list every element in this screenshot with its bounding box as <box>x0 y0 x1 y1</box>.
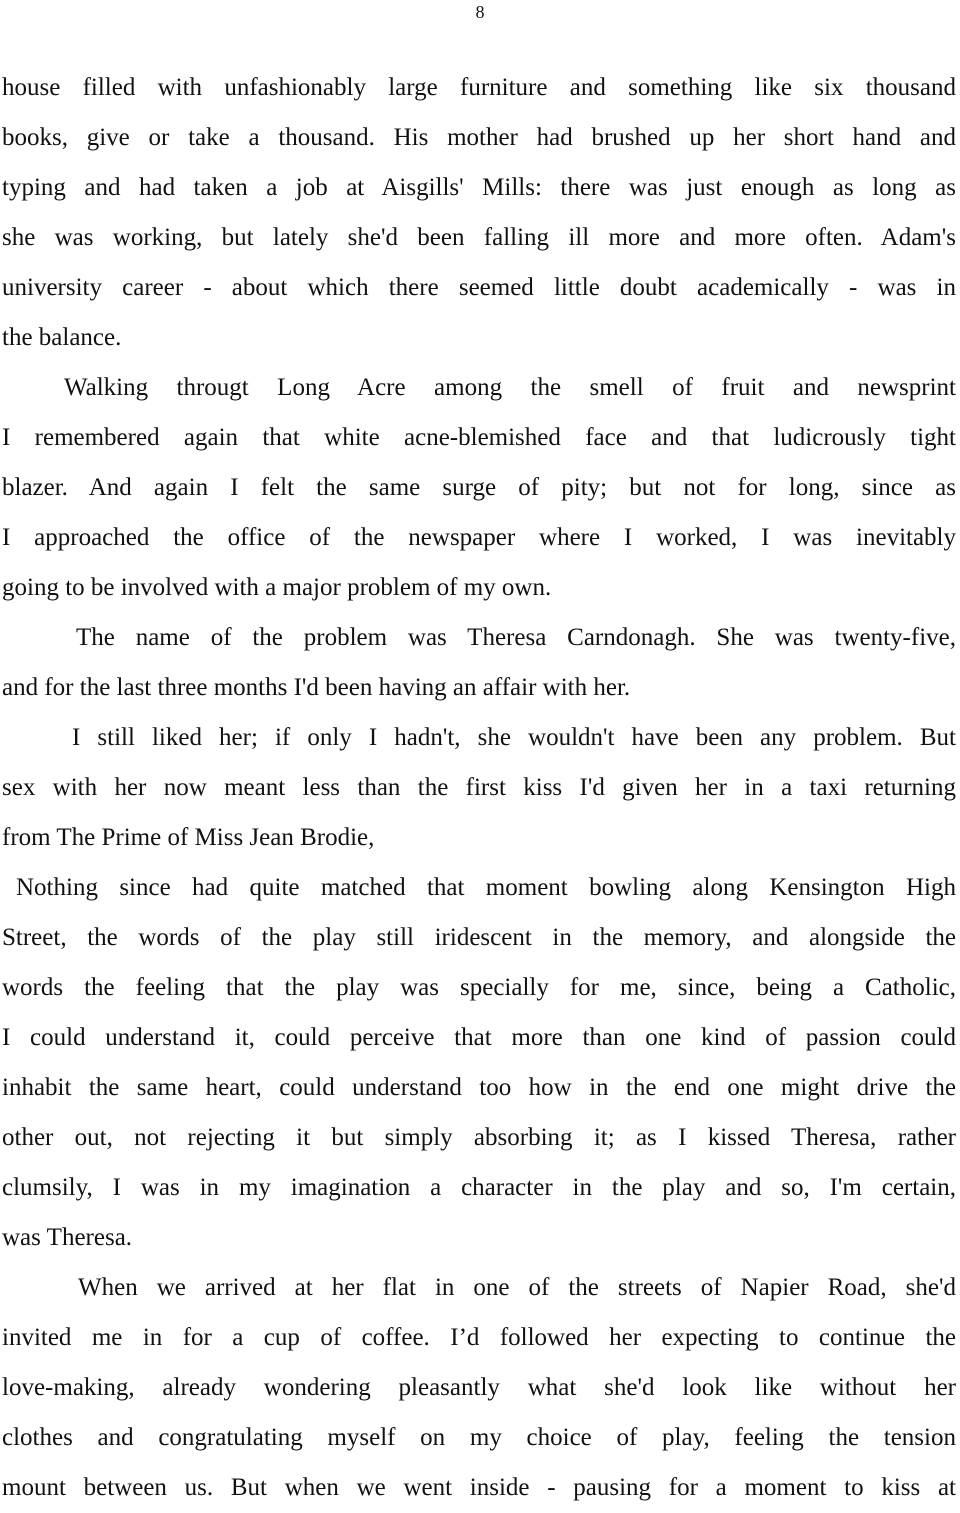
text-line: invited me in for a cup of coffee. I’d followed her expecting to continue the <box>2 1324 956 1351</box>
text-line: The name of the problem was Theresa Carndonagh. She was twenty-five, <box>76 624 956 651</box>
text-line: clothes and congratulating myself on my choice of play, feeling the tension <box>2 1424 956 1451</box>
text-line: love-making, already wondering pleasantly what she'd look like without her <box>2 1374 956 1401</box>
text-line: I still liked her; if only I hadn't, she wouldn't have been any problem. But <box>72 724 956 751</box>
text-line: house filled with unfashionably large furniture and something like six thousand <box>2 74 956 101</box>
page-number: 8 <box>475 2 485 22</box>
text-line: she was working, but lately she'd been falling ill more and more often. Adam's <box>2 224 956 251</box>
text-line: I approached the office of the newspaper where I worked, I was inevitably <box>2 524 956 551</box>
text-line: from The Prime of Miss Jean Brodie, <box>2 824 375 851</box>
text-line: the balance. <box>2 324 122 351</box>
text-line: blazer. And again I felt the same surge of pity; but not for long, since as <box>2 474 956 501</box>
text-line: sex with her now meant less than the first kiss I'd given her in a taxi returning <box>2 774 956 801</box>
text-line: Street, the words of the play still iridescent in the memory, and alongside the <box>2 924 956 951</box>
body-text <box>2 63 956 1513</box>
text-line: mount between us. But when we went inside - pausing for a moment to kiss at <box>2 1474 956 1501</box>
text-line: clumsily, I was in my imagination a character in the play and so, I'm certain, <box>2 1174 956 1201</box>
text-line: When we arrived at her flat in one of the streets of Napier Road, she'd <box>78 1274 956 1301</box>
text-line: other out, not rejecting it but simply absorbing it; as I kissed Theresa, rather <box>2 1124 956 1151</box>
text-line: was Theresa. <box>2 1224 133 1251</box>
text-line: typing and had taken a job at Aisgills' Mills: there was just enough as long as <box>2 174 956 201</box>
text-line: going to be involved with a major problem of my own. <box>2 574 552 601</box>
text-line: words the feeling that the play was specially for me, since, being a Catholic, <box>2 974 956 1001</box>
text-line: books, give or take a thousand. His mother had brushed up her short hand and <box>2 124 956 151</box>
text-line: university career - about which there seemed little doubt academically - was in <box>2 274 956 301</box>
text-line: Nothing since had quite matched that moment bowling along Kensington High <box>16 874 956 901</box>
text-line: Walking througt Long Acre among the smell of fruit and newsprint <box>64 374 956 401</box>
text-line: and for the last three months I'd been having an affair with her. <box>2 674 631 701</box>
text-line: I remembered again that white acne-blemished face and that ludicrously tight <box>2 424 956 451</box>
text-line: I could understand it, could perceive that more than one kind of passion could <box>2 1024 956 1051</box>
text-line: inhabit the same heart, could understand too how in the end one might drive the <box>2 1074 956 1101</box>
